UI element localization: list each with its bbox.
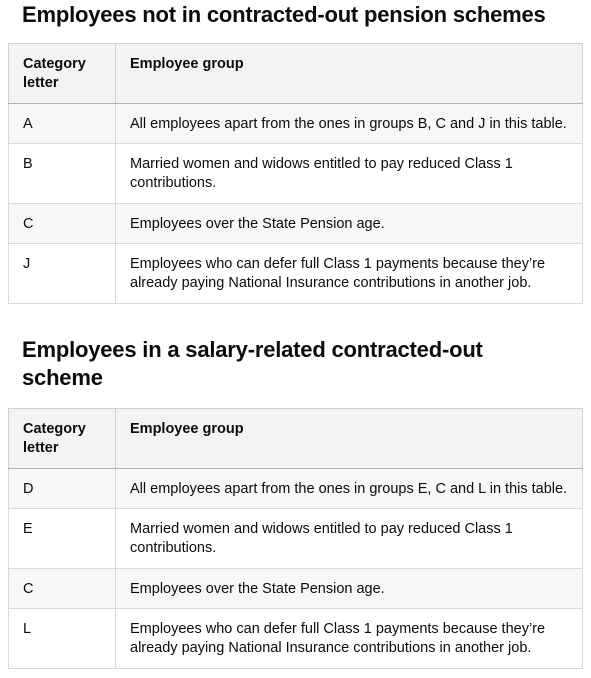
category-letter-cell: C [9,569,116,609]
employee-group-cell: Employees who can defer full Class 1 payments because they’re already paying National Insurance contributions in another job. [116,244,583,304]
table-row [9,144,583,204]
table-row [9,569,583,609]
category-letter-cell: C [9,204,116,244]
table-row [9,204,583,244]
employee-group-cell: Married women and widows entitled to pay reduced Class 1 contributions. [116,144,583,204]
category-table [8,43,583,304]
column-header-category-letter: Category letter [9,44,116,104]
table-row [9,609,583,669]
table-row [9,104,583,144]
section-not-contracted-out [8,0,582,304]
employee-group-cell: Employees who can defer full Class 1 payments because they’re already paying National Insurance contributions in another job. [116,609,583,669]
table-row [9,244,583,304]
employee-group-cell: Employees over the State Pension age. [116,204,583,244]
column-header-employee-group: Employee group [116,44,583,104]
category-letter-cell: D [9,469,116,509]
section-salary-related-contracted-out [8,336,582,669]
category-letter-cell: B [9,144,116,204]
category-letter-cell: A [9,104,116,144]
category-table [8,408,583,669]
employee-group-cell: All employees apart from the ones in groups E, C and L in this table. [116,469,583,509]
table-header-row [9,44,583,104]
employee-group-cell: Married women and widows entitled to pay reduced Class 1 contributions. [116,509,583,569]
table-row [9,469,583,509]
column-header-employee-group: Employee group [116,409,583,469]
section-heading: Employees not in contracted-out pension schemes [22,2,546,27]
category-letter-cell: L [9,609,116,669]
section-heading: Employees in a salary-related contracted-out scheme [22,337,483,390]
table-header-row [9,409,583,469]
category-letter-cell: J [9,244,116,304]
column-header-category-letter: Category letter [9,409,116,469]
category-letter-cell: E [9,509,116,569]
table-row [9,509,583,569]
employee-group-cell: All employees apart from the ones in groups B, C and J in this table. [116,104,583,144]
employee-group-cell: Employees over the State Pension age. [116,569,583,609]
